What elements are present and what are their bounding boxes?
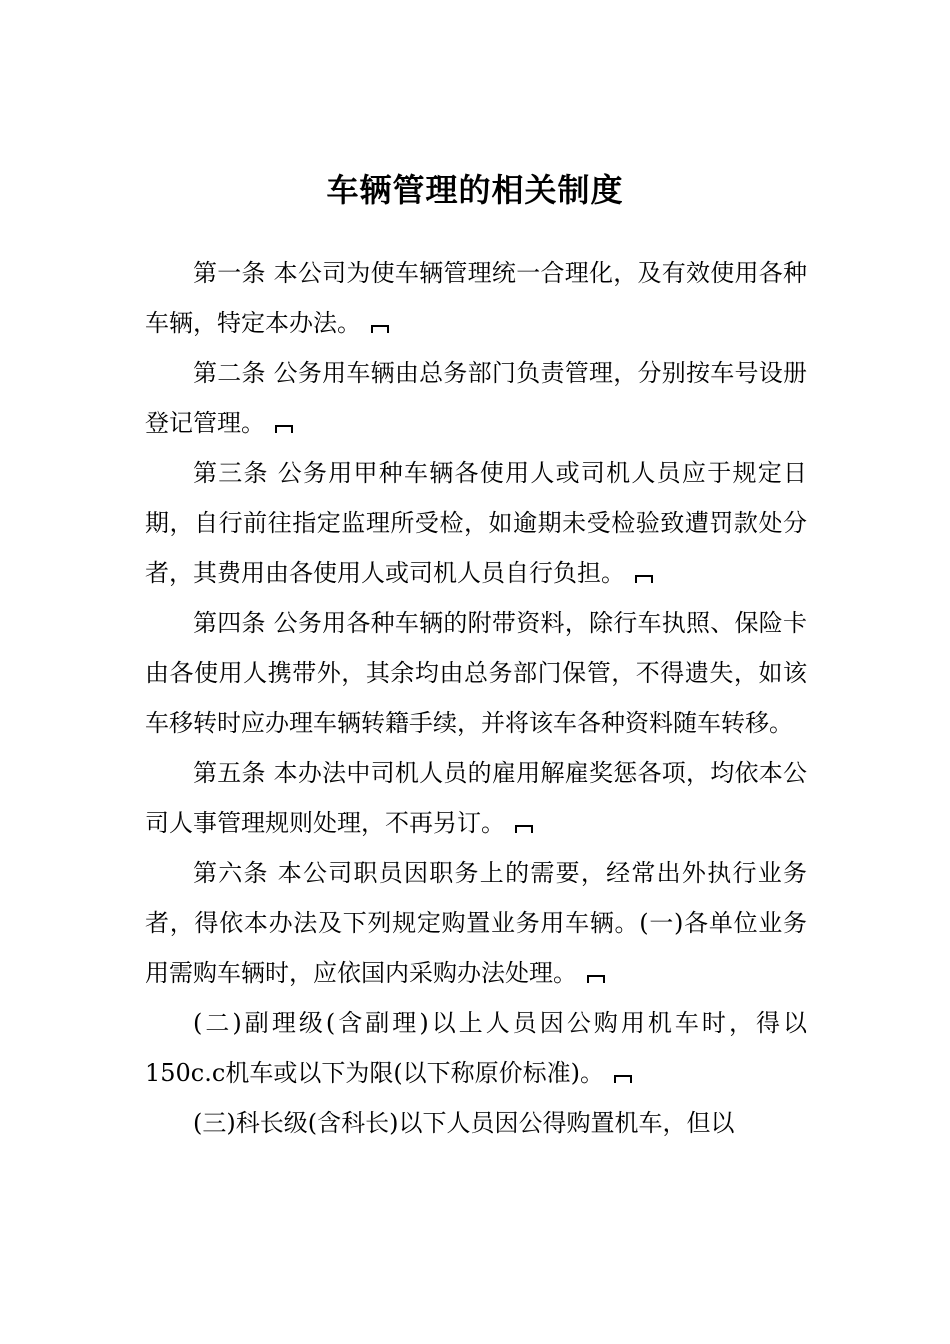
paragraph-mark-icon bbox=[371, 323, 389, 333]
paragraph-text: 第一条 本公司为使车辆管理统一合理化，及有效使用各种车辆，特定本办法。 bbox=[145, 259, 807, 337]
paragraph-mark-icon bbox=[275, 423, 293, 433]
paragraph-article-5 bbox=[145, 748, 807, 848]
paragraph-mark-icon bbox=[515, 823, 533, 833]
paragraph-text: (三)科长级(含科长)以下人员因公得购置机车，但以 bbox=[193, 1109, 735, 1137]
paragraph-text: 第六条 本公司职员因职务上的需要，经常出外执行业务者，得依本办法及下列规定购置业务用车辆。(一)各单位业务用需购车辆时，应依国内采购办法处理。 bbox=[145, 859, 807, 987]
paragraph-article-1 bbox=[145, 248, 807, 348]
paragraph-article-4 bbox=[145, 598, 807, 748]
paragraph-text: 第五条 本办法中司机人员的雇用解雇奖惩各项，均依本公司人事管理规则处理，不再另订。 bbox=[145, 759, 807, 837]
paragraph-article-6 bbox=[145, 848, 807, 998]
document-body bbox=[145, 248, 807, 1148]
document-title: 车辆管理的相关制度 bbox=[326, 171, 624, 210]
paragraph-item-2 bbox=[145, 998, 807, 1098]
paragraph-mark-icon bbox=[614, 1073, 632, 1083]
paragraph-text: 第三条 公务用甲种车辆各使用人或司机人员应于规定日期，自行前往指定监理所受检，如逾期未受检验致遭罚款处分者，其费用由各使用人或司机人员自行负担。 bbox=[145, 459, 807, 587]
paragraph-text: (二)副理级(含副理)以上人员因公购用机车时，得以150c.c机车或以下为限(以下称原价标准)。 bbox=[145, 1009, 807, 1087]
paragraph-text: 第四条 公务用各种车辆的附带资料，除行车执照、保险卡由各使用人携带外，其余均由总务部门保管，不得遗失，如该车移转时应办理车辆转籍手续，并将该车各种资料随车转移。 bbox=[145, 609, 807, 737]
paragraph-mark-icon bbox=[587, 973, 605, 983]
paragraph-item-3 bbox=[145, 1098, 807, 1148]
paragraph-text: 第二条 公务用车辆由总务部门负责管理，分别按车号设册登记管理。 bbox=[145, 359, 807, 437]
paragraph-mark-icon bbox=[635, 573, 653, 583]
paragraph-article-2 bbox=[145, 348, 807, 448]
paragraph-article-3 bbox=[145, 448, 807, 598]
